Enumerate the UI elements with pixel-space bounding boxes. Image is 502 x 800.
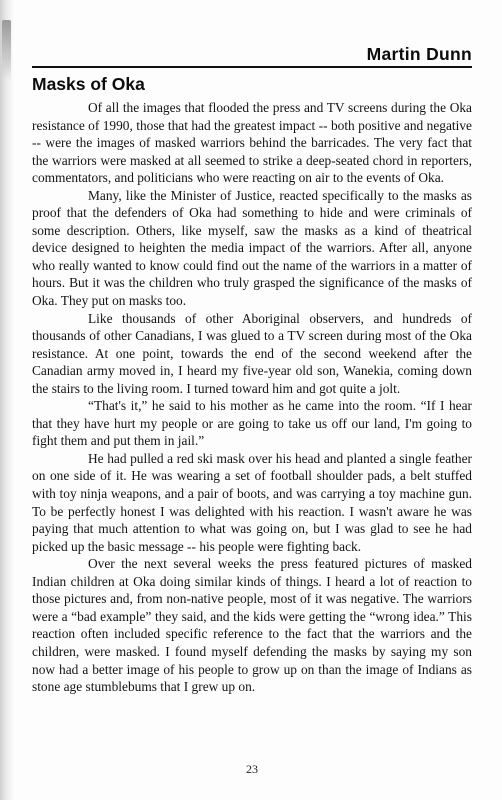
chapter-title: Masks of Oka xyxy=(32,74,145,94)
paragraph-4: “That's it,” he said to his mother as he came into the room. “If I hear that they have hurt my people or are going to take us off our land, I'm going to fight them and put them in jail.” xyxy=(32,398,472,449)
paragraph-1: Of all the images that flooded the press and TV screens during the Oka resistance of 1990, those that had the greatest impact -- both positive and negative -- were the images of masked warriors behind the barricades. The very fact that the warriors were masked at all seemed to strike a deep-seated chord in reporters, commentators, and politicians who were reacting on air to the events of Oka. xyxy=(32,100,472,186)
page-number: 23 xyxy=(246,762,258,776)
paragraph-2: Many, like the Minister of Justice, reacted specifically to the masks as proof that the defenders of Oka had something to hide and were criminals of some description. Others, like myself, saw the masks as a kind of theatrical device designed to heighten the media impact of the warriors. After all, anyone who really wanted to know could find out the name of the warriors in a matter of hours. But it was the children who truly grasped the significance of the masks of Oka. They put on masks too. xyxy=(32,187,472,309)
binding-edge xyxy=(0,0,14,800)
paragraph-5: He had pulled a red ski mask over his head and planted a single feather on one side of it. He was wearing a set of football shoulder pads, a belt stuffed with toy ninja weapons, and a pair of boots, and was carrying a toy machine gun. To be perfectly honest I was delighted with his reaction. I wasn't aware he was paying that much attention to what was going on, but I was glad to see he had picked up the basic message -- his people were fighting back. xyxy=(32,450,472,554)
running-head: Martin Dunn xyxy=(366,44,472,64)
paragraph-6: Over the next several weeks the press featured pictures of masked Indian children at Oka doing similar kinds of things. I heard a lot of reaction to those pictures and, from non-native people, most of it was negative. The warriors were a “bad example” they said, and the kids were getting the “wrong idea.” This reaction often included specific reference to the fact that the warriors and the children, were masked. I found myself defending the masks by saying my son now had a better image of his people to grow up on than the image of Indians as stone age stumblebums that I grew up on. xyxy=(32,556,472,695)
binding-mark xyxy=(2,20,11,80)
paragraph-3: Like thousands of other Aboriginal observers, and hundreds of thousands of other Canadians, I was glued to a TV screen during most of the Oka resistance. At one point, towards the end of the second weekend after the Canadian army moved in, I heard my five-year old son, Wanekia, coming down the stairs to the living room. I turned toward him and got quite a jolt. xyxy=(32,310,472,396)
body-text xyxy=(32,99,472,696)
header-rule xyxy=(32,66,472,68)
